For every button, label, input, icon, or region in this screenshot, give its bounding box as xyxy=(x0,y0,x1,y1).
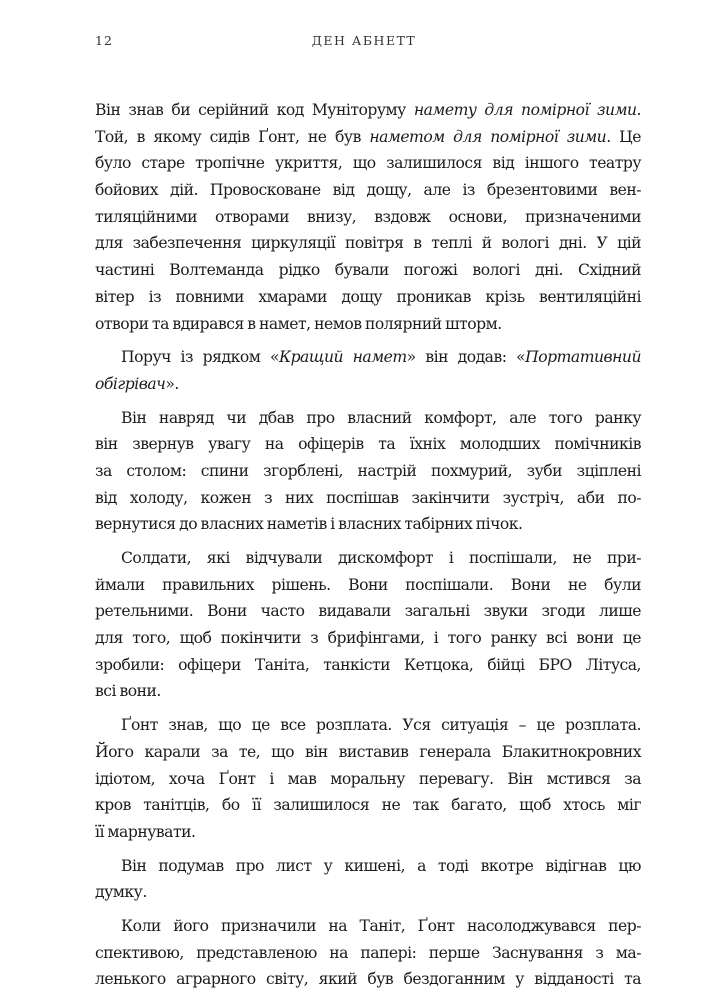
text-line xyxy=(95,284,641,311)
text-line xyxy=(95,572,641,599)
text-segment: Коли його призначили на Таніт, Ґонт насолоджувався пер- xyxy=(121,916,641,935)
italic-text: Кращий намет xyxy=(279,348,407,367)
text-line xyxy=(95,458,641,485)
text-segment: Той, в якому сидів Ґонт, не був xyxy=(95,127,370,146)
paragraph xyxy=(95,344,641,397)
text-line xyxy=(95,124,641,151)
text-line xyxy=(95,819,641,846)
body-text xyxy=(95,97,641,993)
text-line xyxy=(95,966,641,993)
text-segment: бойових дій. Провосковане від дощу, але із брезентовими вен- xyxy=(95,181,641,200)
text-segment: за столом: спини згорблені, настрій похмурий, зуби зціплені xyxy=(95,461,641,480)
text-line xyxy=(95,712,641,739)
text-segment: кров танітців, бо її залишилося не так багато, щоб хтось міг xyxy=(95,796,641,815)
text-line xyxy=(95,97,641,124)
text-line xyxy=(95,431,641,458)
text-segment: Поруч із рядком « xyxy=(121,348,279,367)
text-segment: ймали правильних рішень. Вони поспішали. Вони не були xyxy=(95,575,641,594)
running-head-author: ДЕН АБНЕТТ xyxy=(311,33,417,48)
text-line xyxy=(95,792,641,819)
text-line xyxy=(95,739,641,766)
text-line xyxy=(95,177,641,204)
text-segment: частині Волтеманда рідко бували погожі вологі дні. Східний xyxy=(95,261,641,280)
text-segment: її марнувати. xyxy=(95,822,196,841)
italic-text: наметом для помірної зими xyxy=(369,127,607,146)
italic-text: Портативний xyxy=(525,348,641,367)
text-segment: Він навряд чи дбав про власний комфорт, але того ранку xyxy=(121,408,641,427)
text-segment: він звернув увагу на офіцерів та їхніх молодших помічників xyxy=(95,435,641,454)
text-line xyxy=(95,230,641,257)
paragraph xyxy=(95,405,641,538)
text-segment: Він подумав про лист у кишені, а тоді вкотре відігнав цю xyxy=(121,856,641,875)
text-segment: вернутися до власних наметів і власних табірних пічок. xyxy=(95,515,523,534)
text-line xyxy=(95,940,641,967)
text-segment: Солдати, які відчували дискомфорт і поспішали, не при- xyxy=(121,549,641,567)
page-header xyxy=(95,33,633,53)
text-segment: Його карали за те, що він виставив генерала Блакитнокровних xyxy=(95,742,641,761)
text-line xyxy=(95,545,641,572)
text-line xyxy=(95,879,641,906)
text-line xyxy=(95,652,641,679)
text-segment: ленького аграрного світу, який був бездоганним у відданості та xyxy=(95,970,641,989)
text-segment: від холоду, кожен з них поспішав закінчити зустріч, аби по- xyxy=(95,488,641,507)
paragraph xyxy=(95,712,641,845)
text-line xyxy=(95,257,641,284)
text-line xyxy=(95,625,641,652)
text-segment: ідіотом, хоча Ґонт і мав моральну перевагу. Він мстився за xyxy=(95,769,641,788)
page-number: 12 xyxy=(95,33,113,48)
text-segment: Ґонт знав, що це все розплата. Уся ситуація – це розплата. xyxy=(121,716,641,735)
text-line xyxy=(95,405,641,432)
text-line xyxy=(95,150,641,177)
text-line xyxy=(95,485,641,512)
italic-text: намету для помірної зими. xyxy=(413,101,641,119)
text-segment: зробили: офіцери Таніта, танкісти Кетцока, бійці БРО Лiтуса, xyxy=(95,655,641,674)
text-segment: спективою, представленою на папері: перше Заснування з ма- xyxy=(95,943,641,962)
text-line xyxy=(95,766,641,793)
paragraph xyxy=(95,545,641,705)
text-line xyxy=(95,678,641,705)
paragraph xyxy=(95,913,641,993)
text-segment: отвори та вдирався в намет, немов полярний шторм. xyxy=(95,314,502,333)
text-segment: ». xyxy=(165,374,179,393)
paragraph xyxy=(95,853,641,906)
text-line xyxy=(95,511,641,538)
text-line xyxy=(95,913,641,940)
text-line xyxy=(95,204,641,231)
text-segment: для того, щоб покінчити з брифінгами, і того ранку всі вони це xyxy=(95,629,641,648)
text-line xyxy=(95,311,641,338)
text-segment: думку. xyxy=(95,883,147,902)
text-line xyxy=(95,598,641,625)
text-line xyxy=(95,344,641,371)
text-line xyxy=(95,371,641,398)
text-segment: тиляційними отворами внизу, вздовж основи, призначеними xyxy=(95,207,641,226)
text-segment: вітер із повними хмарами дощу проникав крізь вентиляційні xyxy=(95,287,641,306)
paragraph xyxy=(95,97,641,337)
text-line xyxy=(95,853,641,880)
text-segment: Він знав би серійний код Мунiторуму xyxy=(95,101,414,119)
text-segment: ретельними. Вони часто видавали загальні звуки згоди лише xyxy=(95,602,641,621)
text-segment: . Це xyxy=(606,127,641,146)
text-segment: всі вони. xyxy=(95,682,161,701)
text-segment: » він додав: « xyxy=(406,348,526,367)
italic-text: обігрівач xyxy=(95,374,166,393)
text-segment: було старе тропічне укриття, що залишилося від іншого театру xyxy=(95,154,641,173)
text-segment: для забезпечення циркуляції повітря в теплі й вологі дні. У цій xyxy=(95,234,641,253)
